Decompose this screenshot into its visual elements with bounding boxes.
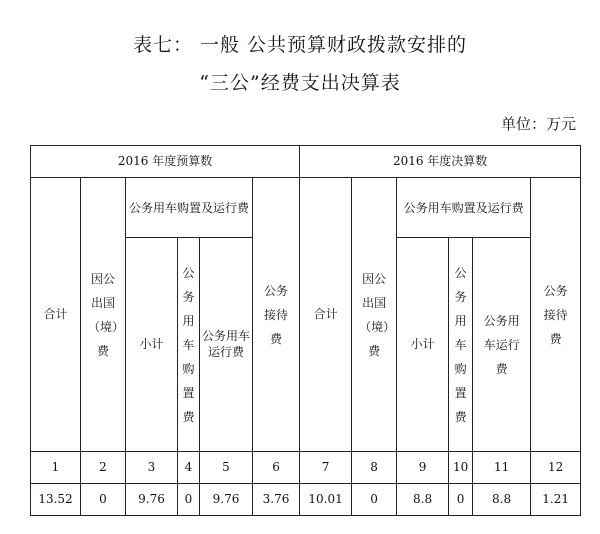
- value-cell: 10.01: [300, 484, 352, 516]
- group-header-row: [31, 146, 581, 178]
- col-number: 6: [253, 452, 300, 484]
- col-number: 5: [200, 452, 253, 484]
- col-number: 7: [300, 452, 352, 484]
- final-vehicle-header: 公务用车购置及运行费: [397, 178, 531, 238]
- budget-group-header: 2016 年度预算数: [31, 146, 300, 178]
- col-number: 12: [531, 452, 581, 484]
- budget-reception-header: 公务接待费: [253, 178, 300, 452]
- value-cell: 0: [178, 484, 200, 516]
- value-cell: 0: [352, 484, 397, 516]
- expense-table: [30, 145, 581, 516]
- value-cell: 3.76: [253, 484, 300, 516]
- final-purchase-header: 公务用车购置费: [449, 238, 473, 452]
- value-cell: 8.8: [397, 484, 449, 516]
- page-title-line1: 表七： 一般 公共预算财政拨款安排的: [132, 34, 468, 56]
- final-group-header: 2016 年度决算数: [300, 146, 581, 178]
- value-cell: 8.8: [473, 484, 531, 516]
- col-number: 11: [473, 452, 531, 484]
- value-cell: 1.21: [531, 484, 581, 516]
- value-cell: 0: [81, 484, 126, 516]
- column-number-row: [31, 452, 581, 484]
- final-abroad-header: 因公出国（境）费: [352, 178, 397, 452]
- budget-subtotal-header: 小计: [126, 238, 178, 452]
- budget-vehicle-header: 公务用车购置及运行费: [126, 178, 253, 238]
- col-number: 4: [178, 452, 200, 484]
- col-number: 2: [81, 452, 126, 484]
- col-number: 1: [31, 452, 81, 484]
- value-cell: 0: [449, 484, 473, 516]
- col-number: 9: [397, 452, 449, 484]
- col-number: 10: [449, 452, 473, 484]
- budget-abroad-header: 因公出国（境）费: [81, 178, 126, 452]
- final-reception-header: 公务接待费: [531, 178, 581, 452]
- value-cell: 9.76: [200, 484, 253, 516]
- budget-operation-header: 公务用车运行费: [200, 238, 253, 452]
- vehicle-header-row: [31, 178, 581, 238]
- final-total-header: 合计: [300, 178, 352, 452]
- col-number: 8: [352, 452, 397, 484]
- budget-purchase-header: 公务用车购置费: [178, 238, 200, 452]
- page-title-line2: “三公”经费支出决算表: [199, 72, 401, 94]
- value-cell: 9.76: [126, 484, 178, 516]
- value-row: [31, 484, 581, 516]
- budget-total-header: 合计: [31, 178, 81, 452]
- final-operation-header: 公务用车运行费: [473, 238, 531, 452]
- unit-label: 单位：万元: [500, 115, 576, 133]
- final-subtotal-header: 小计: [397, 238, 449, 452]
- col-number: 3: [126, 452, 178, 484]
- value-cell: 13.52: [31, 484, 81, 516]
